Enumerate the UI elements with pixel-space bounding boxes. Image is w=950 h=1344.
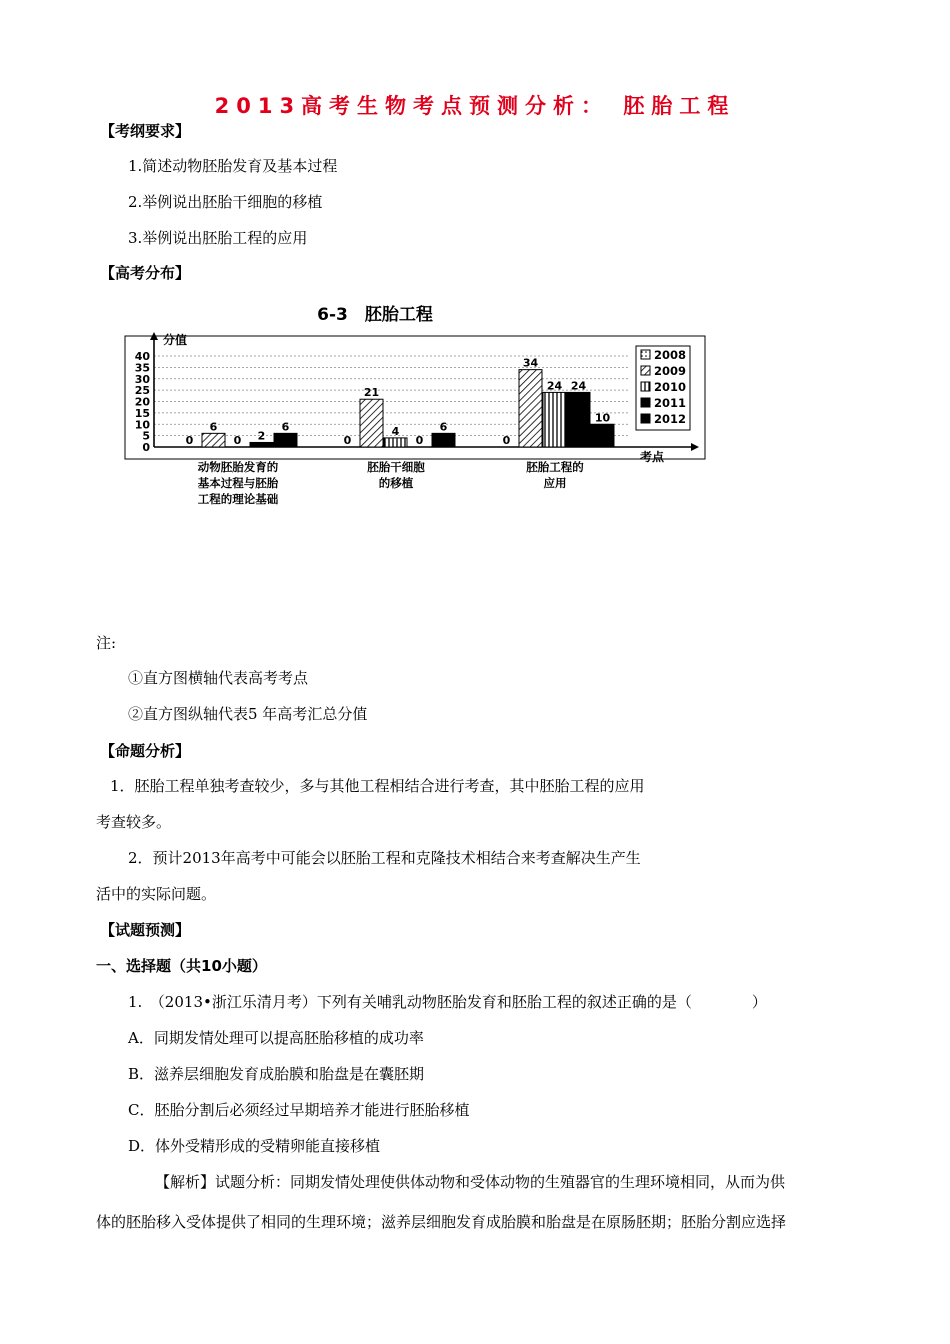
category-label: 的移植	[378, 476, 414, 490]
note-item-1: ①直方图横轴代表高考考点	[128, 669, 309, 687]
mingti-p2-line1: 2．预计2013年高考中可能会以胚胎工程和克隆技术相结合来考查解决生产生	[128, 849, 641, 867]
y-tick-label: 5	[142, 429, 150, 443]
legend-label: 2011	[654, 396, 687, 410]
bar	[202, 433, 225, 447]
kaogang-item-2: 2.举例说出胚胎干细胞的移植	[128, 193, 323, 211]
legend-label: 2008	[654, 348, 687, 362]
data-label: 6	[209, 420, 218, 434]
kaogang-item-1: 1.简述动物胚胎发育及基本过程	[128, 157, 338, 175]
data-label: 0	[343, 434, 352, 447]
data-label: 0	[502, 434, 511, 447]
legend-swatch	[641, 398, 650, 407]
x-axis-arrow	[691, 443, 699, 451]
y-tick-label: 20	[134, 395, 150, 409]
data-label: 6	[439, 420, 448, 434]
bar	[250, 442, 273, 447]
document-title: 2013高考生物考点预测分析： 胚胎工程	[214, 94, 736, 118]
y-tick-label: 15	[134, 406, 150, 420]
bar	[567, 392, 590, 447]
data-label: 0	[233, 434, 242, 447]
x-axis-label: 考点	[640, 450, 665, 464]
bar	[384, 438, 407, 447]
kaogang-item-3: 3.举例说出胚胎工程的应用	[128, 229, 308, 247]
data-label: 24	[546, 379, 563, 393]
mingti-p2-line2: 活中的实际问题。	[96, 885, 217, 903]
y-tick-label: 25	[134, 384, 150, 398]
category-label: 动物胚胎发育的	[197, 460, 279, 474]
data-label: 0	[185, 434, 194, 447]
legend-label: 2009	[654, 364, 687, 378]
chart-title: 6-3 胚胎工程	[317, 305, 433, 325]
analysis-line-1: 【解析】试题分析：同期发情处理使供体动物和受体动物的生殖器官的生理环境相同，从而为供	[155, 1173, 786, 1191]
legend-swatch	[641, 350, 650, 359]
heading-kaogang: 【考纲要求】	[100, 122, 191, 140]
bar	[543, 392, 566, 447]
legend-label: 2010	[654, 380, 687, 394]
category-label: 胚胎干细胞	[367, 460, 425, 474]
y-tick-label: 35	[134, 361, 150, 375]
data-label: 0	[415, 434, 424, 447]
data-label: 10	[594, 411, 611, 425]
y-tick-label: 10	[134, 418, 150, 432]
data-label: 2	[257, 429, 266, 443]
category-label: 胚胎工程的	[526, 460, 584, 474]
y-tick-label: 30	[134, 372, 150, 386]
bar	[432, 433, 455, 447]
option-d: D．体外受精形成的受精卵能直接移植	[128, 1137, 381, 1155]
note-item-2: ②直方图纵轴代表5 年高考汇总分值	[128, 705, 368, 723]
heading-mingti: 【命题分析】	[100, 742, 191, 760]
note-label: 注:	[96, 634, 117, 652]
option-c: C．胚胎分割后必须经过早期培养才能进行胚胎移植	[128, 1101, 470, 1119]
data-label: 6	[281, 420, 290, 434]
y-axis-label: 分值	[163, 333, 188, 347]
section-choice-title: 一、选择题（共10小题）	[96, 957, 267, 975]
question-1: 1. （2013•浙江乐清月考）下列有关哺乳动物胚胎发育和胚胎工程的叙述正确的是（ ）	[128, 993, 767, 1011]
heading-shiti: 【试题预测】	[100, 921, 191, 939]
bar-chart	[120, 326, 720, 511]
legend-swatch	[641, 382, 650, 391]
category-label: 应用	[543, 476, 567, 490]
data-label: 21	[363, 386, 380, 400]
y-tick-label: 0	[142, 441, 150, 454]
data-label: 34	[522, 356, 539, 370]
bar	[360, 399, 383, 447]
option-b: B．滋养层细胞发育成胎膜和胎盘是在囊胚期	[128, 1065, 425, 1083]
legend-label: 2012	[654, 412, 687, 426]
analysis-line-2: 体的胚胎移入受体提供了相同的生理环境；滋养层细胞发育成胎膜和胎盘是在原肠胚期；胚胎分割应选择	[96, 1213, 787, 1231]
bar	[274, 433, 297, 447]
mingti-p1-line2: 考查较多。	[96, 813, 172, 831]
bar	[519, 370, 542, 447]
bar	[591, 424, 614, 447]
data-label: 4	[391, 424, 400, 438]
y-tick-label: 40	[134, 350, 150, 363]
legend-swatch	[641, 414, 650, 423]
legend-swatch	[641, 366, 650, 375]
category-label: 基本过程与胚胎	[197, 476, 279, 490]
mingti-p1-line1: 1．胚胎工程单独考查较少，多与其他工程相结合进行考查，其中胚胎工程的应用	[110, 777, 645, 795]
category-label: 工程的理论基础	[197, 492, 279, 506]
option-a: A．同期发情处理可以提高胚胎移植的成功率	[128, 1029, 424, 1047]
data-label: 24	[570, 379, 587, 393]
heading-gaokao: 【高考分布】	[100, 264, 191, 282]
